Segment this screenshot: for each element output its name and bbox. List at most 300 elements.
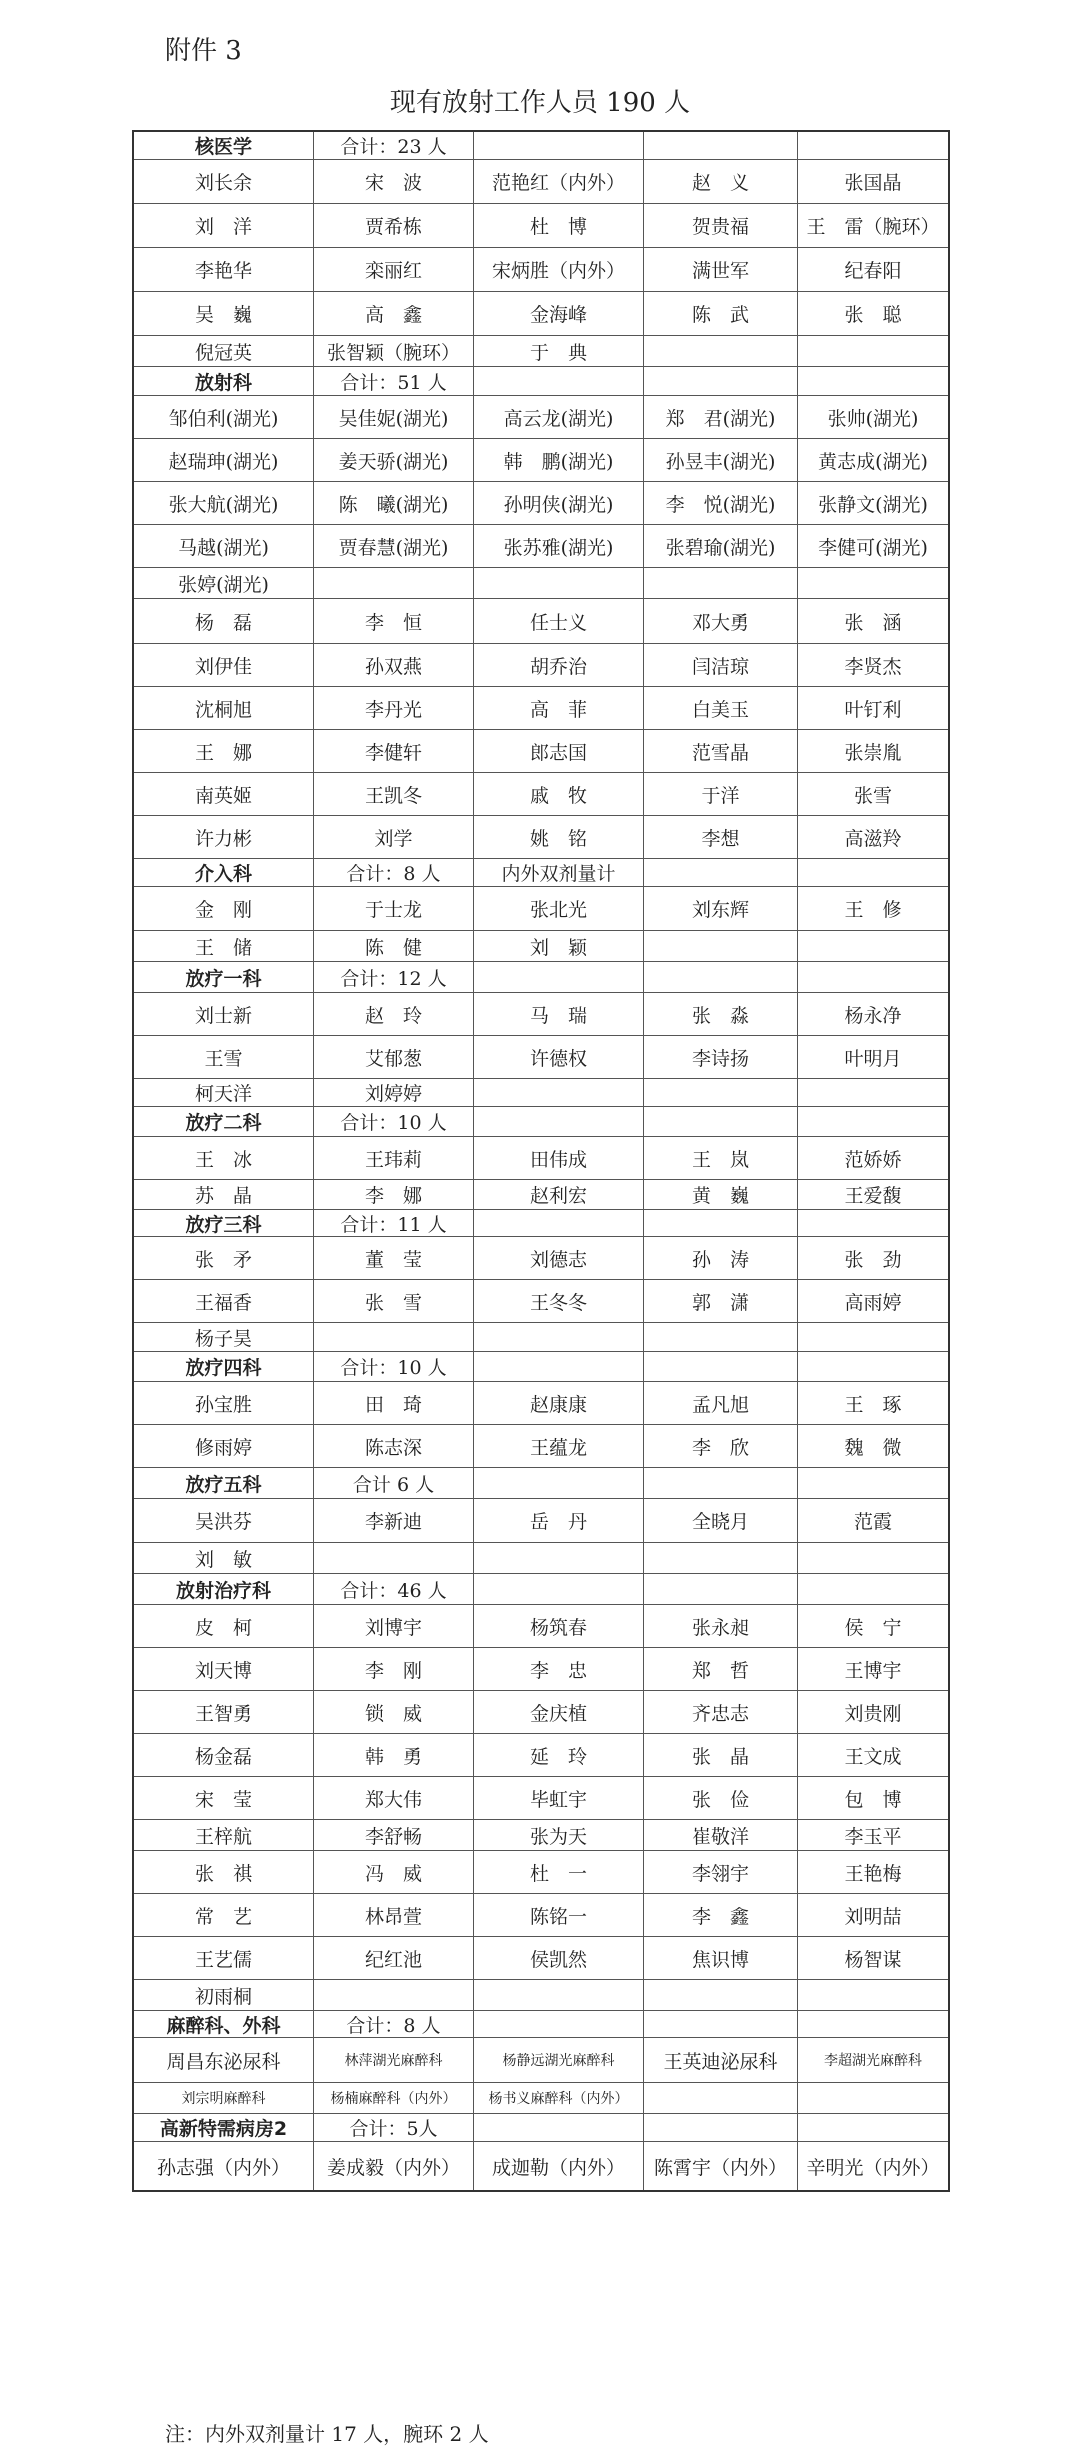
table-cell: 艾郁葱 [314, 1036, 474, 1078]
table-row [134, 816, 948, 859]
table-cell [474, 568, 644, 598]
table-cell: 黄志成(湖光) [818, 450, 928, 473]
table-cell: 王梓航 [134, 1820, 314, 1850]
table-cell: 田 琦 [314, 1382, 474, 1424]
table-cell [474, 1107, 644, 1136]
table-cell: 马 瑞 [474, 993, 644, 1035]
table-cell: 孙明侠(湖光) [474, 482, 644, 524]
table-cell [798, 1543, 948, 1573]
table-cell: 皮 柯 [134, 1605, 314, 1647]
table-cell: 李丹光 [314, 687, 474, 729]
table-cell: 张国晶 [844, 172, 902, 194]
table-cell: 金庆植 [474, 1691, 644, 1733]
table-cell [798, 568, 948, 598]
table-cell: 侯凯然 [474, 1937, 644, 1979]
table-cell: 陈霄宇（内外） [644, 2142, 798, 2190]
table-cell: 张 淼 [644, 993, 798, 1035]
table-cell: 吴 巍 [134, 292, 314, 335]
table-cell: 杨永净 [844, 1004, 902, 1027]
table-row [134, 1425, 948, 1468]
department-header: 介入科 [134, 859, 314, 886]
table-cell: 李超湖光麻醉科 [824, 2053, 922, 2069]
table-cell [474, 1323, 644, 1351]
table-cell: 张帅(湖光) [827, 407, 919, 430]
table-cell: 高云龙(湖光) [474, 396, 644, 438]
table-cell: 林昂萱 [314, 1894, 474, 1936]
table-cell: 王博宇 [844, 1659, 902, 1682]
table-cell [644, 367, 798, 395]
table-cell [474, 2011, 644, 2037]
table-row [134, 1574, 948, 1605]
table-row [134, 1777, 948, 1820]
table-cell [474, 1574, 644, 1604]
table-row [134, 1820, 948, 1851]
table-cell: 吴佳妮(湖光) [314, 396, 474, 438]
table-row [134, 2142, 948, 2190]
table-cell: 邓大勇 [644, 599, 798, 643]
table-cell: 合计：11 人 [314, 1210, 474, 1236]
table-cell: 冯 威 [314, 1851, 474, 1893]
table-cell [474, 132, 644, 159]
table-cell: 王智勇 [134, 1691, 314, 1733]
table-cell: 王蕴龙 [474, 1425, 644, 1467]
table-cell: 刘 洋 [134, 204, 314, 247]
table-row [134, 2083, 948, 2114]
table-cell: 孙志强（内外） [134, 2142, 314, 2190]
table-cell: 孙双燕 [314, 644, 474, 686]
table-cell [314, 1543, 474, 1573]
table-cell: 李舒畅 [314, 1820, 474, 1850]
table-cell: 李健轩 [314, 730, 474, 772]
table-cell: 韩 勇 [314, 1734, 474, 1776]
table-cell: 王 储 [134, 931, 314, 961]
table-cell: 王福香 [134, 1280, 314, 1322]
table-row [134, 204, 948, 248]
table-cell: 高 菲 [474, 687, 644, 729]
table-cell: 范雪晶 [644, 730, 798, 772]
table-cell: 合计：8 人 [314, 859, 474, 886]
table-cell: 合计：23 人 [314, 132, 474, 159]
table-cell: 李贤杰 [844, 655, 902, 678]
table-row [134, 962, 948, 993]
table-cell: 刘贵刚 [844, 1702, 902, 1725]
table-cell [798, 1323, 948, 1351]
table-cell: 范霞 [853, 1511, 892, 1533]
table-cell: 满世军 [644, 248, 798, 291]
table-cell: 张为天 [474, 1820, 644, 1850]
department-header: 放疗一科 [134, 962, 314, 992]
table-cell: 王 娜 [134, 730, 314, 772]
table-row [134, 132, 948, 160]
table-row [134, 887, 948, 931]
table-cell: 杨子昊 [134, 1323, 314, 1351]
table-cell [644, 1107, 798, 1136]
table-cell: 叶明月 [844, 1047, 902, 1070]
table-cell: 苏 晶 [134, 1180, 314, 1209]
table-cell: 郎志国 [474, 730, 644, 772]
table-cell [644, 336, 798, 366]
table-row [134, 1107, 948, 1137]
table-row [134, 1237, 948, 1280]
table-row [134, 292, 948, 336]
table-row [134, 248, 948, 292]
table-cell: 李 欣 [644, 1425, 798, 1467]
table-cell: 范艳红（内外） [474, 160, 644, 203]
table-cell [644, 931, 798, 961]
table-row [134, 859, 948, 887]
table-cell: 王 琢 [844, 1393, 902, 1416]
table-row [134, 1543, 948, 1574]
department-header: 放疗五科 [134, 1468, 314, 1498]
table-row [134, 730, 948, 773]
table-row [134, 773, 948, 816]
table-cell: 王英迪泌尿科 [644, 2038, 798, 2082]
table-cell: 闫洁琼 [644, 644, 798, 686]
table-cell [798, 1210, 948, 1236]
table-cell: 叶钉利 [844, 698, 902, 721]
table-cell: 张 聪 [844, 304, 902, 326]
table-cell [474, 1980, 644, 2010]
table-cell: 魏 微 [844, 1436, 902, 1459]
table-cell: 合计：8 人 [314, 2011, 474, 2037]
table-cell [644, 2083, 798, 2113]
table-cell: 李 悦(湖光) [644, 482, 798, 524]
table-cell [798, 931, 948, 961]
table-cell: 全晓月 [644, 1499, 798, 1542]
department-header: 放疗二科 [134, 1107, 314, 1136]
table-cell: 杜 一 [474, 1851, 644, 1893]
table-row [134, 644, 948, 687]
table-cell: 张 祺 [134, 1851, 314, 1893]
table-cell: 姜天骄(湖光) [314, 439, 474, 481]
table-cell [644, 2011, 798, 2037]
table-cell: 李 忠 [474, 1648, 644, 1690]
table-cell: 郭 潇 [644, 1280, 798, 1322]
table-cell: 黄 巍 [644, 1180, 798, 1209]
table-cell: 李健可(湖光) [818, 536, 928, 559]
table-cell: 陈 健 [314, 931, 474, 961]
table-cell: 王文成 [844, 1745, 902, 1768]
table-cell: 李 恒 [314, 599, 474, 643]
table-cell: 金 刚 [134, 887, 314, 930]
table-cell [798, 1468, 948, 1498]
table-cell: 合计：46 人 [314, 1574, 474, 1604]
table-cell: 张 劲 [844, 1248, 902, 1271]
table-cell: 张碧瑜(湖光) [644, 525, 798, 567]
table-cell: 赵 玲 [314, 993, 474, 1035]
table-cell: 杨书义麻醉科（内外） [474, 2083, 644, 2113]
table-cell: 吴洪芬 [134, 1499, 314, 1542]
table-cell: 刘士新 [134, 993, 314, 1035]
table-cell: 于士龙 [314, 887, 474, 930]
table-cell [644, 1543, 798, 1573]
table-cell: 田伟成 [474, 1137, 644, 1179]
table-cell: 锁 威 [314, 1691, 474, 1733]
table-cell: 张北光 [474, 887, 644, 930]
table-cell [644, 568, 798, 598]
table-cell: 张静文(湖光) [818, 493, 928, 516]
table-cell [798, 1352, 948, 1381]
table-cell: 栾丽红 [314, 248, 474, 291]
table-cell: 董 莹 [314, 1237, 474, 1279]
table-cell: 杨 磊 [134, 599, 314, 643]
table-cell: 赵康康 [474, 1382, 644, 1424]
table-cell: 陈 曦(湖光) [314, 482, 474, 524]
table-cell: 李艳华 [134, 248, 314, 291]
table-cell: 李新迪 [314, 1499, 474, 1542]
table-row [134, 1851, 948, 1894]
table-cell: 姚 铭 [474, 816, 644, 858]
footnote: 注：内外双剂量计 17 人，腕环 2 人 [165, 2422, 489, 2446]
table-row [134, 1980, 948, 2011]
table-cell: 杨楠麻醉科（内外） [314, 2083, 474, 2113]
table-cell: 常 艺 [134, 1894, 314, 1936]
table-cell: 韩 鹏(湖光) [474, 439, 644, 481]
table-cell: 李想 [644, 816, 798, 858]
table-cell: 杨静远湖光麻醉科 [474, 2038, 644, 2082]
table-cell: 杜 博 [474, 204, 644, 247]
table-cell: 杨金磊 [134, 1734, 314, 1776]
table-cell: 合计：10 人 [314, 1352, 474, 1381]
table-cell: 孙 涛 [644, 1237, 798, 1279]
table-cell: 南英姬 [134, 773, 314, 815]
table-cell: 焦识博 [644, 1937, 798, 1979]
table-cell: 贾春慧(湖光) [314, 525, 474, 567]
table-cell: 包 博 [844, 1788, 902, 1811]
table-cell [314, 568, 474, 598]
table-row [134, 1280, 948, 1323]
table-cell: 刘长余 [134, 160, 314, 203]
table-cell: 陈铭一 [474, 1894, 644, 1936]
table-cell: 修雨婷 [134, 1425, 314, 1467]
table-row [134, 599, 948, 644]
table-cell: 合计：5人 [314, 2114, 474, 2141]
department-header: 放射科 [134, 367, 314, 395]
table-cell: 王冬冬 [474, 1280, 644, 1322]
table-cell: 李玉平 [844, 1825, 902, 1848]
table-cell: 高滋羚 [844, 827, 902, 850]
table-cell [474, 1543, 644, 1573]
table-cell: 白美玉 [644, 687, 798, 729]
table-cell [644, 1323, 798, 1351]
table-cell: 宋 波 [314, 160, 474, 203]
table-cell [798, 1079, 948, 1106]
table-cell [474, 1352, 644, 1381]
table-row [134, 1648, 948, 1691]
table-cell: 张 雪 [314, 1280, 474, 1322]
table-cell: 任士义 [474, 599, 644, 643]
table-cell: 辛明光（内外） [806, 2156, 940, 2179]
table-cell: 于 典 [474, 336, 644, 366]
table-cell: 宋 莹 [134, 1777, 314, 1819]
table-cell: 合计：51 人 [314, 367, 474, 395]
table-row [134, 482, 948, 525]
table-cell: 齐忠志 [644, 1691, 798, 1733]
table-cell: 张 俭 [644, 1777, 798, 1819]
table-cell: 王艺儒 [134, 1937, 314, 1979]
table-cell: 倪冠英 [134, 336, 314, 366]
table-cell: 于洋 [644, 773, 798, 815]
table-cell: 王 岚 [644, 1137, 798, 1179]
table-cell: 张 矛 [134, 1237, 314, 1279]
table-cell: 陈 武 [644, 292, 798, 335]
table-cell: 许力彬 [134, 816, 314, 858]
table-cell [474, 1079, 644, 1106]
table-cell [474, 367, 644, 395]
table-row [134, 2114, 948, 2142]
table-row [134, 568, 948, 599]
table-cell: 柯天洋 [134, 1079, 314, 1106]
department-header: 麻醉科、外科 [134, 2011, 314, 2037]
table-row [134, 1499, 948, 1543]
staff-roster-table [132, 130, 950, 2192]
table-cell: 赵利宏 [474, 1180, 644, 1209]
table-cell: 张婷(湖光) [134, 568, 314, 598]
table-cell: 高雨婷 [844, 1291, 902, 1314]
table-cell: 王雪 [134, 1036, 314, 1078]
department-header: 核医学 [134, 132, 314, 159]
table-cell: 陈志深 [314, 1425, 474, 1467]
table-cell: 姜成毅（内外） [314, 2142, 474, 2190]
table-cell: 李翎宇 [644, 1851, 798, 1893]
table-row [134, 1691, 948, 1734]
table-cell [798, 367, 948, 395]
table-cell: 刘东辉 [644, 887, 798, 930]
table-cell: 李 刚 [314, 1648, 474, 1690]
table-cell [474, 1210, 644, 1236]
table-cell: 张 涵 [844, 611, 902, 634]
table-cell [798, 1107, 948, 1136]
table-cell [474, 2114, 644, 2141]
table-cell: 刘德志 [474, 1237, 644, 1279]
table-cell: 沈桐旭 [134, 687, 314, 729]
table-row [134, 1210, 948, 1237]
table-cell [644, 1980, 798, 2010]
table-row [134, 1137, 948, 1180]
table-cell: 戚 牧 [474, 773, 644, 815]
document-title: 现有放射工作人员 190 人 [389, 88, 691, 118]
table-cell: 王玮莉 [314, 1137, 474, 1179]
table-row [134, 2011, 948, 2038]
table-cell: 王 雷（腕环） [806, 216, 940, 238]
table-cell: 杨智谋 [844, 1948, 902, 1971]
table-cell: 贾希栋 [314, 204, 474, 247]
table-cell [798, 1980, 948, 2010]
table-cell: 张苏雅(湖光) [474, 525, 644, 567]
table-cell [644, 859, 798, 886]
table-cell [644, 2114, 798, 2141]
table-row [134, 1937, 948, 1980]
table-cell: 纪春阳 [844, 260, 902, 282]
table-row [134, 1382, 948, 1425]
table-cell [474, 1468, 644, 1498]
table-cell: 刘学 [314, 816, 474, 858]
table-cell: 贺贵福 [644, 204, 798, 247]
table-cell [798, 2083, 948, 2113]
table-row [134, 1894, 948, 1937]
table-row [134, 687, 948, 730]
table-cell: 金海峰 [474, 292, 644, 335]
table-cell: 李诗扬 [644, 1036, 798, 1078]
table-cell: 王凯冬 [314, 773, 474, 815]
table-row [134, 1352, 948, 1382]
table-cell: 宋炳胜（内外） [474, 248, 644, 291]
table-cell [644, 1079, 798, 1106]
table-cell: 合计：12 人 [314, 962, 474, 992]
table-cell: 张智颖（腕环） [314, 336, 474, 366]
table-row [134, 525, 948, 568]
table-row [134, 1468, 948, 1499]
table-cell: 刘宗明麻醉科 [134, 2083, 314, 2113]
table-cell: 成迦勒（内外） [474, 2142, 644, 2190]
department-header: 高新特需病房2 [134, 2114, 314, 2141]
table-cell: 合计：10 人 [314, 1107, 474, 1136]
table-cell: 刘婷婷 [314, 1079, 474, 1106]
table-cell: 王艳梅 [844, 1862, 902, 1885]
table-cell: 崔敬洋 [644, 1820, 798, 1850]
table-row [134, 367, 948, 396]
table-row [134, 336, 948, 367]
table-cell [798, 1574, 948, 1604]
table-cell: 张大航(湖光) [134, 482, 314, 524]
table-cell: 许德权 [474, 1036, 644, 1078]
department-header: 放疗三科 [134, 1210, 314, 1236]
table-row [134, 931, 948, 962]
table-cell: 毕虹宇 [474, 1777, 644, 1819]
table-cell: 周昌东泌尿科 [134, 2038, 314, 2082]
table-cell [474, 962, 644, 992]
table-cell: 刘博宇 [314, 1605, 474, 1647]
table-cell: 杨筑春 [474, 1605, 644, 1647]
table-row [134, 160, 948, 204]
table-cell: 孙宝胜 [134, 1382, 314, 1424]
table-cell: 孟凡旭 [644, 1382, 798, 1424]
table-cell: 李 娜 [314, 1180, 474, 1209]
table-cell: 胡乔治 [474, 644, 644, 686]
table-cell: 合计 6 人 [314, 1468, 474, 1498]
table-cell [798, 336, 948, 366]
table-cell: 张永昶 [644, 1605, 798, 1647]
table-row [134, 2038, 948, 2083]
table-row [134, 1079, 948, 1107]
table-cell: 林萍湖光麻醉科 [314, 2038, 474, 2082]
table-cell [644, 1210, 798, 1236]
table-cell [798, 132, 948, 159]
table-cell [644, 1574, 798, 1604]
table-cell [644, 1468, 798, 1498]
table-cell: 刘天博 [134, 1648, 314, 1690]
table-cell: 邹伯利(湖光) [134, 396, 314, 438]
table-cell: 初雨桐 [134, 1980, 314, 2010]
table-cell [644, 962, 798, 992]
table-cell: 张 晶 [644, 1734, 798, 1776]
table-cell: 侯 宁 [844, 1616, 902, 1639]
table-cell: 赵 义 [644, 160, 798, 203]
table-cell: 王 冰 [134, 1137, 314, 1179]
table-cell: 范娇娇 [844, 1148, 902, 1171]
table-cell: 刘明喆 [844, 1905, 902, 1928]
table-cell [798, 859, 948, 886]
table-row [134, 1180, 948, 1210]
table-row [134, 1323, 948, 1352]
table-cell: 岳 丹 [474, 1499, 644, 1542]
table-row [134, 1605, 948, 1648]
department-header: 放疗四科 [134, 1352, 314, 1381]
table-row [134, 396, 948, 439]
table-cell: 刘 颖 [474, 931, 644, 961]
department-header: 放射治疗科 [134, 1574, 314, 1604]
table-cell [798, 962, 948, 992]
